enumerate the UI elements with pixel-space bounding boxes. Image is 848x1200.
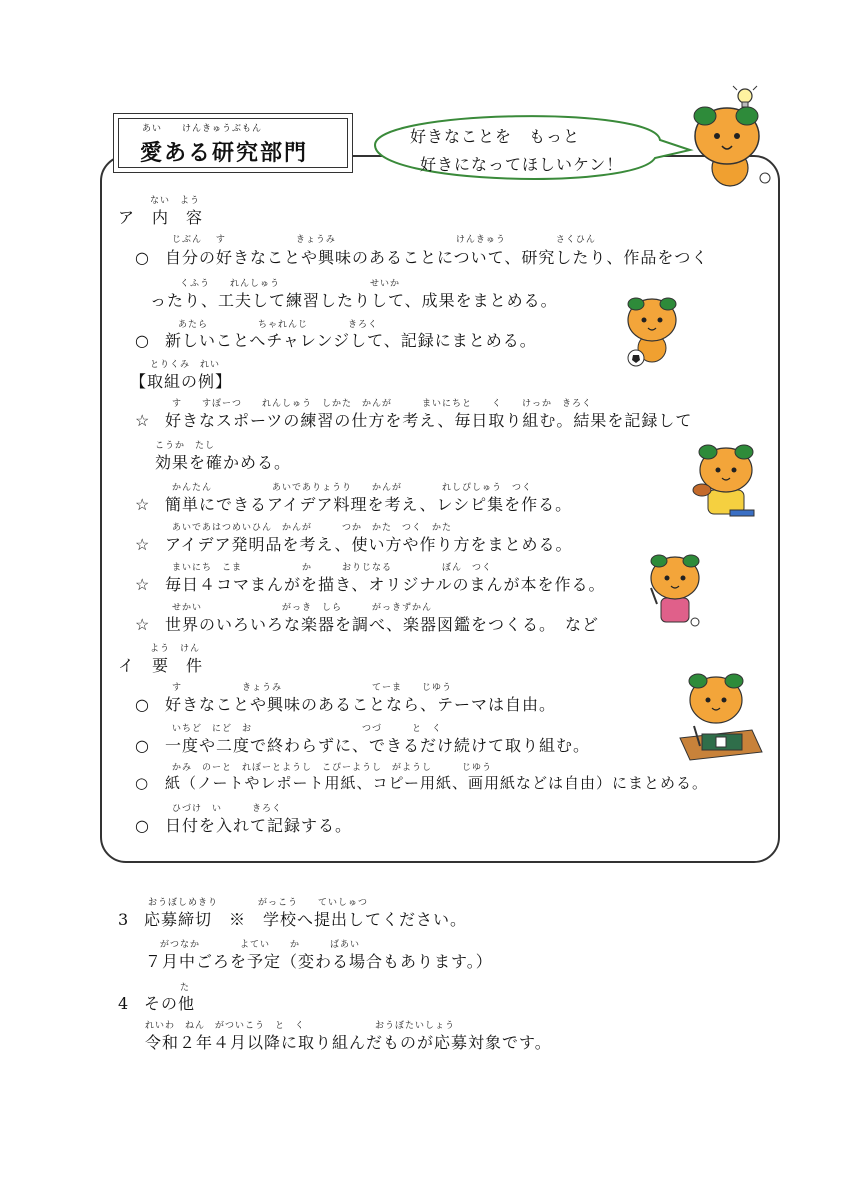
list-item [135,245,708,268]
example-ruby: せかい がっき しら がっきずかん [172,603,433,613]
item-text: 日付を入れて記録する。 [165,816,353,835]
section-a-heading: ア 内 容 [118,208,204,227]
section-4-heading-ruby: た [180,983,191,993]
star-mark: ☆ [135,411,151,430]
title-ruby: あい けんきゅうぶもん [142,124,263,134]
mascot-drawing-icon [645,548,705,633]
circle-mark: ○ [135,331,150,350]
example-ruby: かんたん あいでありょうり かんが れしぴしゅう つく [172,483,533,493]
example-item [135,612,599,635]
examples-heading-ruby: とりくみ れい [150,360,221,370]
example-text: 世界のいろいろな楽器を調べ、楽器図鑑をつくる。 など [165,615,600,634]
star-mark: ☆ [135,495,151,514]
circle-mark: ○ [135,736,150,755]
examples-heading: 【取組の例】 [130,372,233,391]
section-3-ruby: おうぼしめきり がっこう ていしゅつ [148,898,369,908]
item-ruby: じぶん す きょうみ けんきゅう さくひん [172,235,596,245]
example-ruby: す すぽーつ れんしゅう しかた かんが まいにちと く けっか きろく [172,399,593,409]
star-mark: ☆ [135,575,151,594]
item-text: 新しいことへチャレンジして、記録にまとめる。 [165,331,537,350]
list-item [135,772,708,793]
example-text: 簡単にできるアイデア料理を考え、レシピ集を作る。 [165,495,573,514]
section-4-ruby: れいわ ねん がついこう と く おうぼたいしょう [145,1021,456,1031]
item-ruby: くふう れんしゅう せいか [150,279,401,289]
item-ruby: す きょうみ てーま じゆう [172,683,453,693]
item-ruby: ひづけ い きろく [172,804,283,814]
item-text: 紙（ノートやレポート用紙、コピー用紙、画用紙などは自由）にまとめる。 [165,774,708,792]
title-box [113,113,353,173]
example-text: 毎日４コマまんがを描き、オリジナルのまんが本を作る。 [165,575,606,594]
example-item [135,492,572,515]
item-ruby: いちど にど お つづ と く [172,724,443,734]
item-text-continued: ったり、工夫して練習したりして、成果をまとめる。 [150,291,558,310]
mascot-soccer-icon [622,290,682,370]
bubble-line-1: 好きなことを もっと [410,127,581,146]
section-a-heading-ruby: ない よう [150,196,201,206]
list-item [135,692,556,715]
section-4-text: 令和２年４月以降に取り組んだものが応募対象です。 [145,1033,552,1052]
page-title: 愛ある研究部門 [140,141,309,166]
example-text: 好きなスポーツの練習の仕方を考え、毎日取り組む。結果を記録して [165,411,693,430]
list-item [135,328,537,351]
item-text: 好きなことや興味のあることなら、テーマは自由。 [165,695,557,714]
example-ruby: あいであはつめいひん かんが つか かた つく かた [172,523,453,533]
bubble-line-2: 好きになってほしいケン！ [420,155,624,174]
section-i-heading-ruby: よう けん [150,644,201,654]
circle-mark: ○ [135,816,150,835]
example-item [135,572,606,595]
section-i-heading: イ 要 件 [118,656,204,675]
mascot-cooking-icon [690,440,760,520]
example-ruby: まいにち こま か おりじなる ぼん つく [172,563,493,573]
list-item [135,813,352,836]
section-number: 3 [118,910,130,929]
section-3-line [118,907,467,930]
section-4-heading-line [118,991,195,1014]
circle-mark: ○ [135,695,150,714]
example-item [135,408,692,431]
example-ruby: こうか たし [155,441,216,451]
example-item [135,532,573,555]
section-3-sub-ruby: がつなか よてい か ばあい [160,940,361,950]
star-mark: ☆ [135,535,151,554]
list-item [135,733,590,756]
item-text: 一度や二度で終わらずに、できるだけ続けて取り組む。 [165,736,591,755]
circle-mark: ○ [135,774,150,792]
section-4-heading: その他 [144,994,196,1013]
star-mark: ☆ [135,615,151,634]
example-text: アイデア発明品を考え、使い方や作り方をまとめる。 [165,535,573,554]
item-text: 自分の好きなことや興味のあることについて、研究したり、作品をつく [165,248,709,267]
mascot-writing-icon [676,668,768,768]
item-ruby: あたら ちゃれんじ きろく [178,320,379,330]
example-text-continued: 効果を確かめる。 [155,453,292,472]
mascot-lightbulb-icon [685,78,775,193]
item-ruby: かみ のーと れぽーとようし こぴーようし がようし じゆう [172,763,493,773]
section-3-text: 応募締切 ※ 学校へ提出してください。 [144,910,468,929]
section-number: 4 [118,994,130,1013]
circle-mark: ○ [135,248,150,267]
section-3-sub-text: ７月中ごろを予定（変わる場合もあります。） [145,952,493,971]
